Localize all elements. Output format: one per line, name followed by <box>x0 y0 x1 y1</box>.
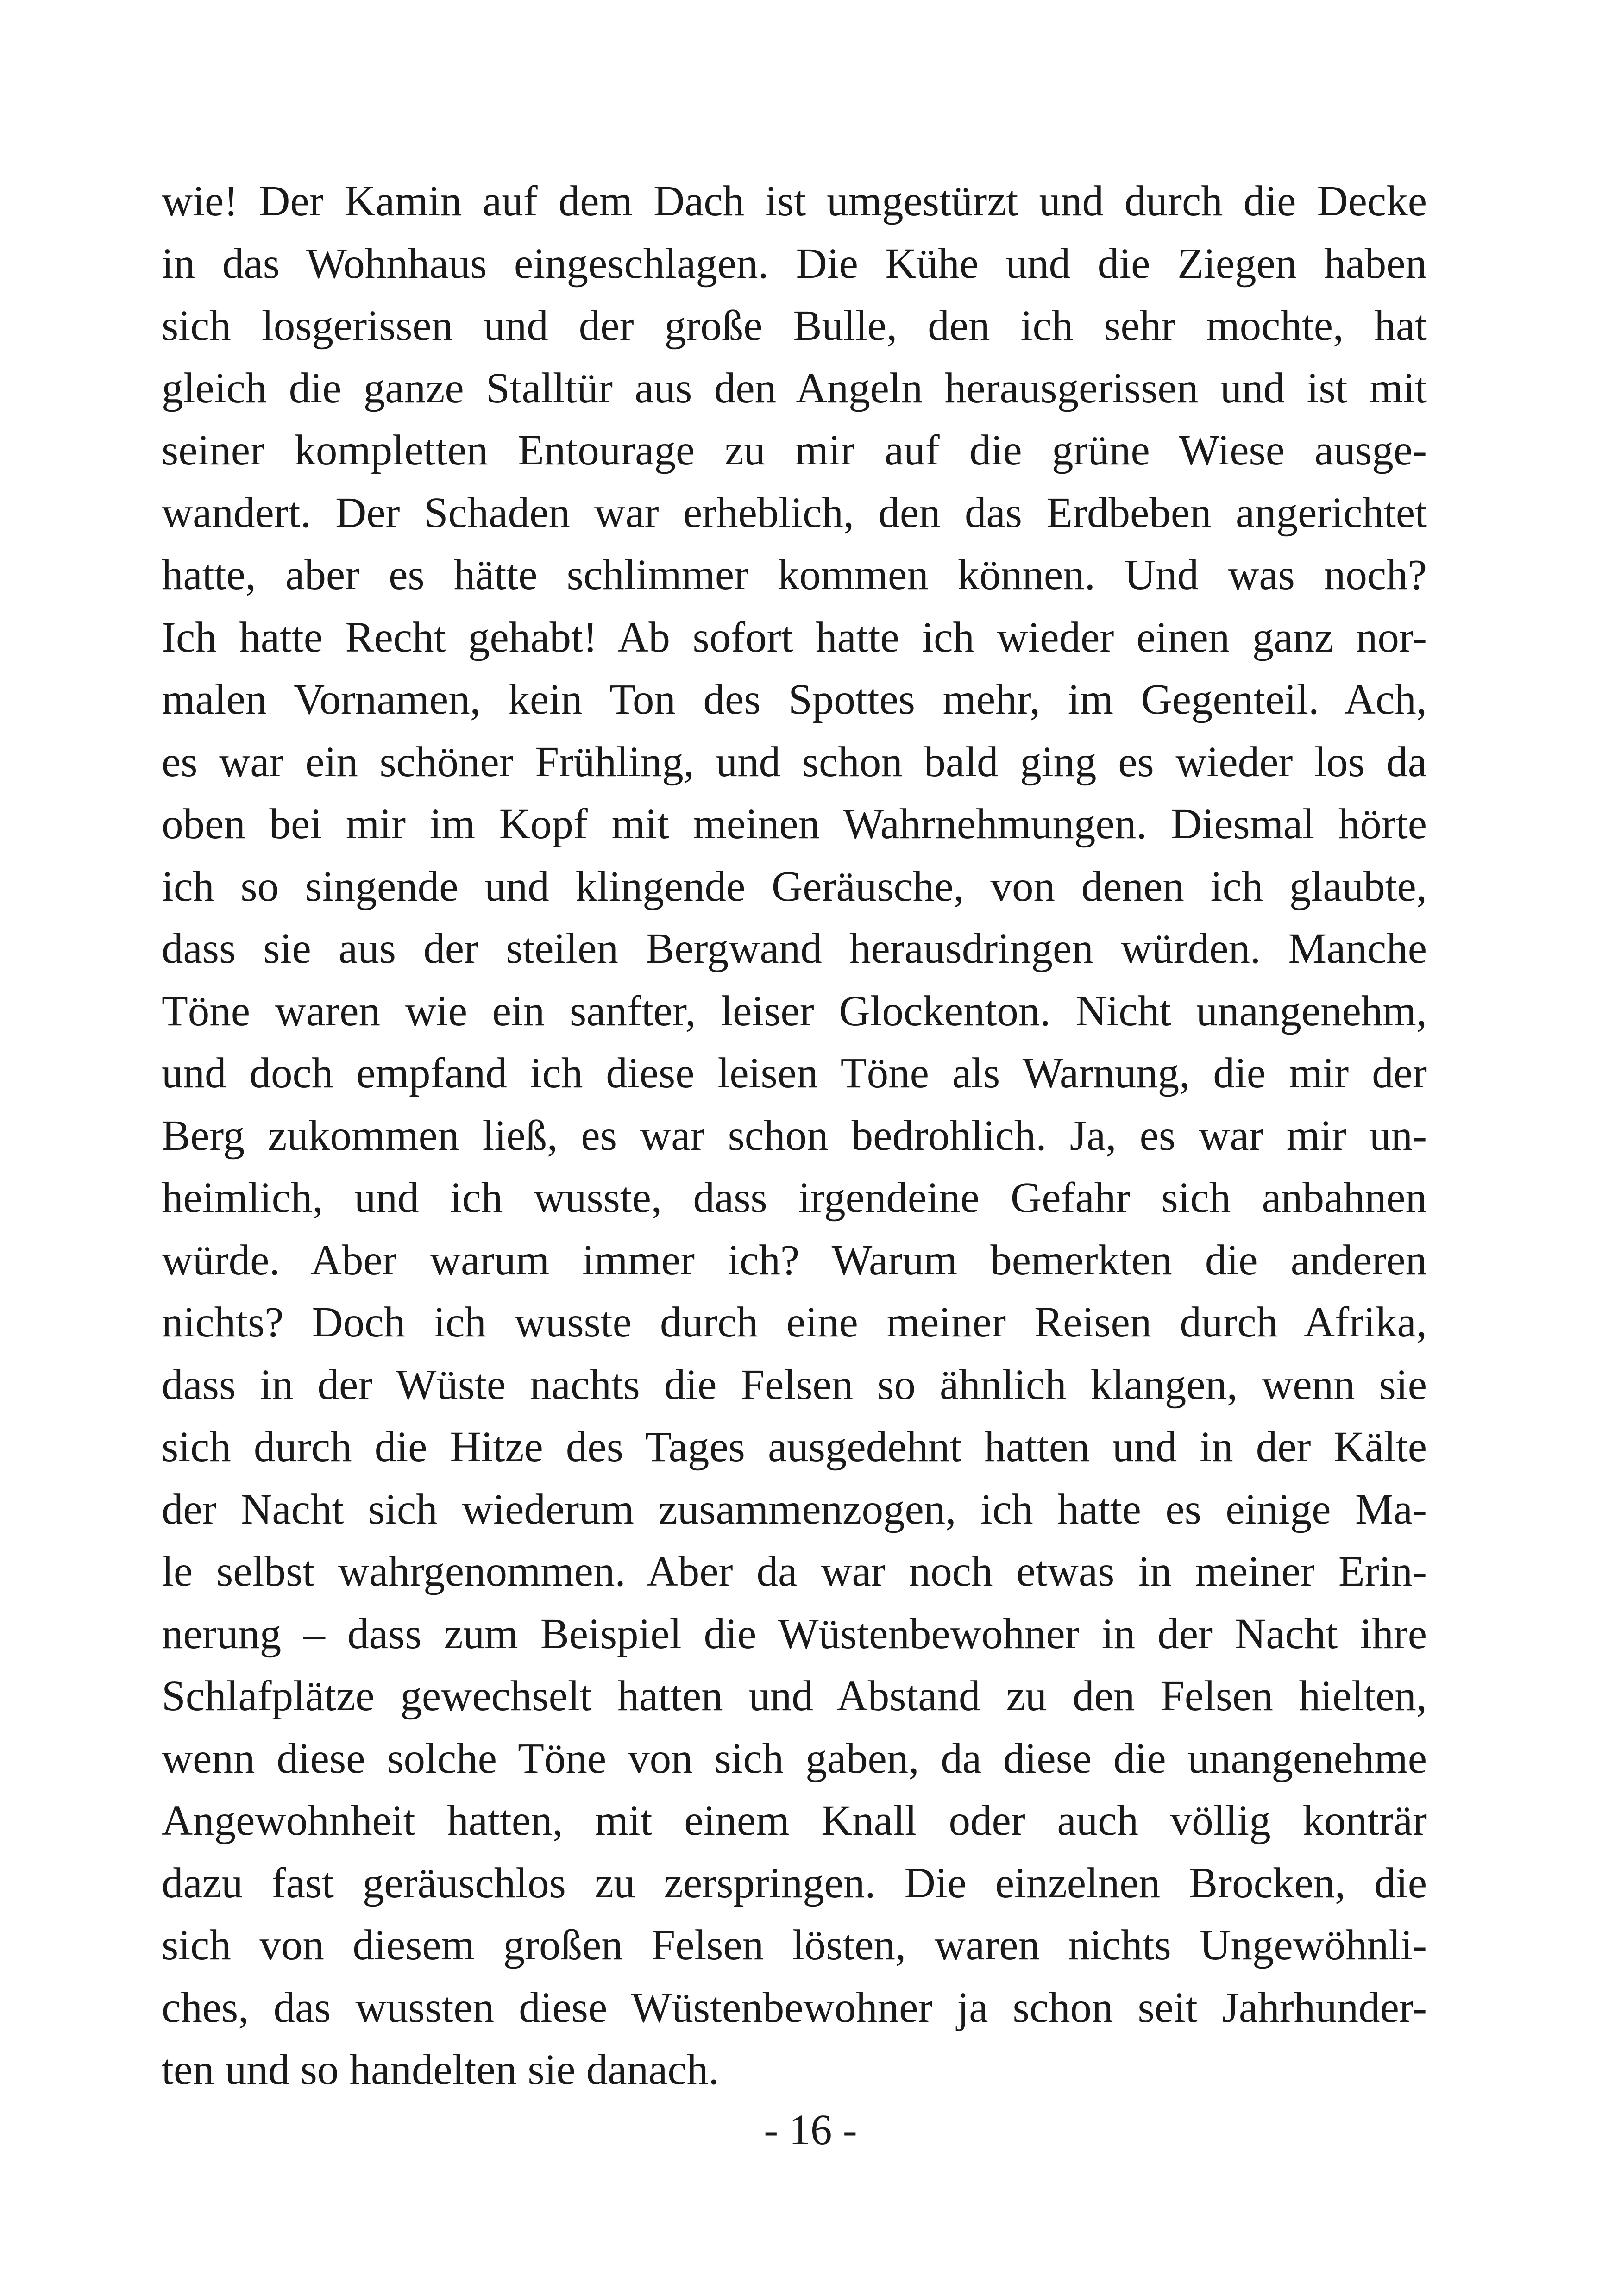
page-number: - 16 - <box>764 2106 857 2154</box>
text-line: der Nacht sich wiederum zusammenzogen, ich hatte es einige Ma- <box>162 1485 1427 1533</box>
text-line: wenn diese solche Töne von sich gaben, da diese die unangenehme <box>162 1734 1427 1782</box>
text-line: würde. Aber warum immer ich? Warum bemerkten die anderen <box>162 1236 1427 1284</box>
text-line: es war ein schöner Frühling, und schon bald ging es wieder los da <box>162 738 1427 786</box>
text-line: und doch empfand ich diese leisen Töne als Warnung, die mir der <box>162 1049 1427 1097</box>
text-line: Angewohnheit hatten, mit einem Knall oder auch völlig konträr <box>162 1797 1427 1844</box>
text-line: Töne waren wie ein sanfter, leiser Glockenton. Nicht unangenehm, <box>162 987 1427 1035</box>
text-line: ches, das wussten diese Wüstenbewohner ja schon seit Jahrhunder- <box>162 1983 1427 2032</box>
text-line: Berg zukommen ließ, es war schon bedrohlich. Ja, es war mir un- <box>162 1111 1427 1160</box>
text-line: heimlich, und ich wusste, dass irgendeine Gefahr sich anbahnen <box>162 1174 1427 1222</box>
text-line: Schlafplätze gewechselt hatten und Abstand zu den Felsen hielten, <box>162 1672 1427 1720</box>
text-line: dass sie aus der steilen Bergwand herausdringen würden. Manche <box>162 925 1427 972</box>
text-line: nichts? Doch ich wusste durch eine meiner Reisen durch Afrika, <box>162 1299 1427 1346</box>
text-line: seiner kompletten Entourage zu mir auf die grüne Wiese ausge- <box>162 427 1427 474</box>
text-line: ich so singende und klingende Geräusche, von denen ich glaubte, <box>162 862 1427 910</box>
text-line: wandert. Der Schaden war erheblich, den das Erdbeben angerichtet <box>162 489 1427 537</box>
text-line: sich durch die Hitze des Tages ausgedehnt hatten und in der Kälte <box>162 1423 1427 1471</box>
text-line: in das Wohnhaus eingeschlagen. Die Kühe und die Ziegen haben <box>162 239 1427 288</box>
body-text <box>162 170 1427 2102</box>
text-line: gleich die ganze Stalltür aus den Angeln herausgerissen und ist mit <box>162 364 1427 412</box>
text-line: dass in der Wüste nachts die Felsen so ähnlich klangen, wenn sie <box>162 1361 1427 1409</box>
text-line: ten und so handelten sie danach. <box>162 2046 719 2094</box>
text-line: sich losgerissen und der große Bulle, den ich sehr mochte, hat <box>162 302 1427 350</box>
text-line: nerung – dass zum Beispiel die Wüstenbewohner in der Nacht ihre <box>162 1610 1427 1658</box>
text-line: dazu fast geräuschlos zu zerspringen. Die einzelnen Brocken, die <box>162 1859 1427 1907</box>
text-line: wie! Der Kamin auf dem Dach ist umgestürzt und durch die Decke <box>162 177 1427 225</box>
text-line: oben bei mir im Kopf mit meinen Wahrnehmungen. Diesmal hörte <box>162 800 1427 848</box>
text-line: malen Vornamen, kein Ton des Spottes mehr, im Gegenteil. Ach, <box>162 676 1427 723</box>
text-line: le selbst wahrgenommen. Aber da war noch etwas in meiner Erin- <box>162 1548 1427 1595</box>
text-line: sich von diesem großen Felsen lösten, waren nichts Ungewöhnli- <box>162 1921 1427 1969</box>
text-line: Ich hatte Recht gehabt! Ab sofort hatte ich wieder einen ganz nor- <box>162 613 1427 661</box>
text-line: hatte, aber es hätte schlimmer kommen können. Und was noch? <box>162 551 1427 599</box>
